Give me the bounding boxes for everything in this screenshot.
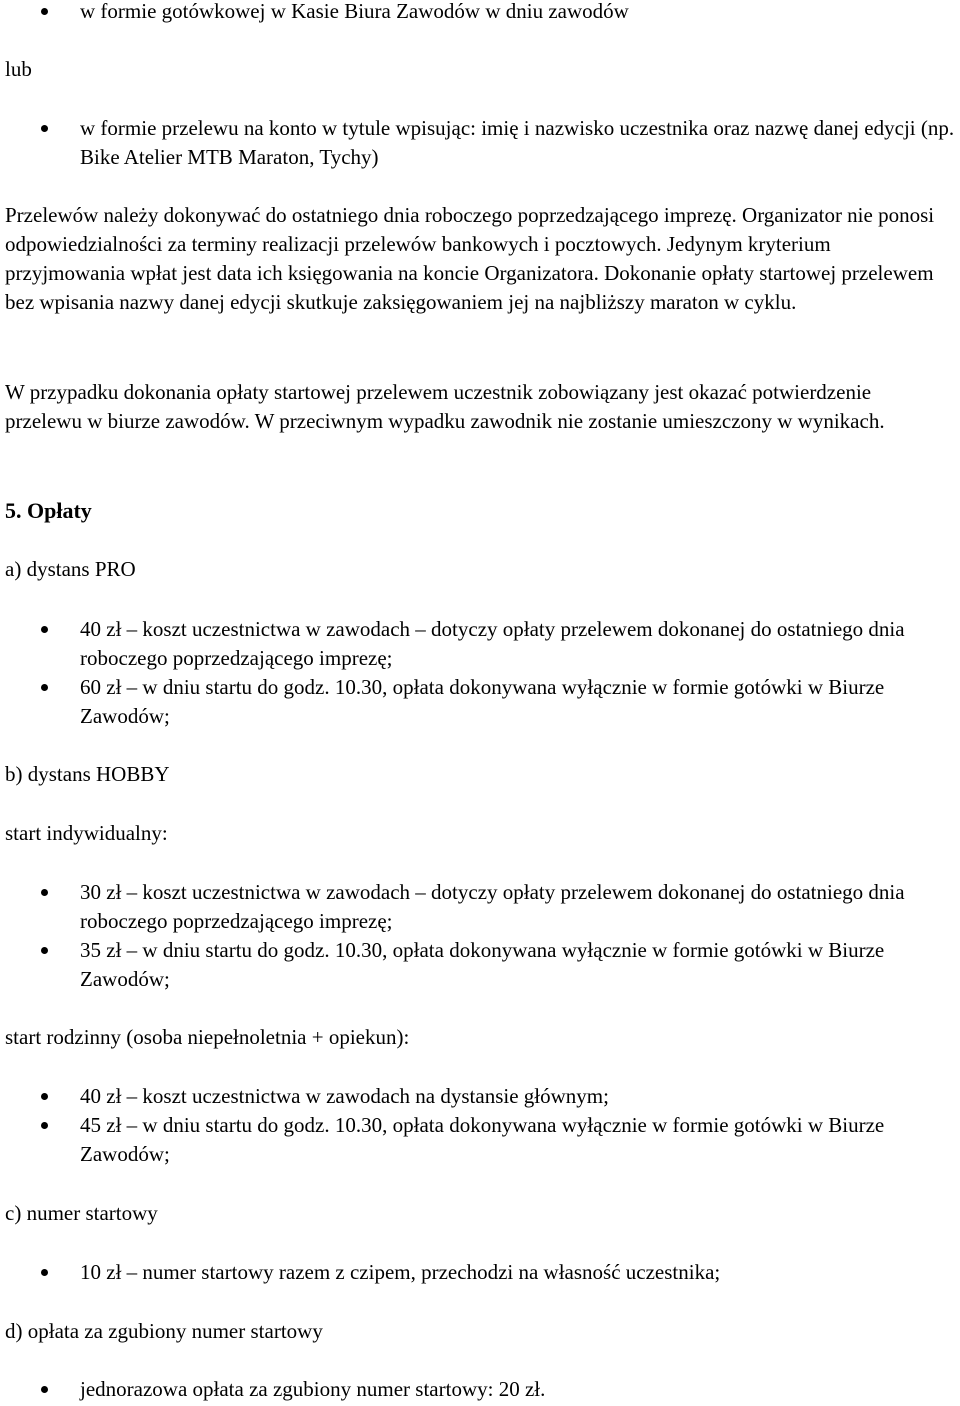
subsection-title: b) dystans HOBBY bbox=[5, 762, 170, 786]
list-item bbox=[80, 615, 955, 673]
paragraph: W przypadku dokonania opłaty startowej przelewem uczestnik zobowiązany jest okazać potwierdzenie przelewu w biurze zawodów. W przeciwnym wypadku zawodnik nie zostanie umieszczony w wynikach. bbox=[5, 380, 885, 433]
bullet-icon bbox=[41, 1093, 48, 1100]
list-item bbox=[80, 114, 955, 172]
list-item-text: w formie gotówkowej w Kasie Biura Zawodów w dniu zawodów bbox=[80, 0, 629, 23]
bullet-icon bbox=[41, 684, 48, 691]
list-item-text: w formie przelewu na konto w tytule wpisując: imię i nazwisko uczestnika oraz nazwę danej edycji (np. Bike Atelier MTB Maraton, Tychy) bbox=[80, 116, 955, 169]
list-item bbox=[80, 1111, 955, 1169]
list-item-text: 10 zł – numer startowy razem z czipem, przechodzi na własność uczestnika; bbox=[80, 1260, 721, 1284]
bullet-icon bbox=[41, 8, 48, 15]
paragraph: Przelewów należy dokonywać do ostatniego dnia roboczego poprzedzającego imprezę. Organizator nie ponosi odpowiedzialności za terminy realizacji przelewów bankowych i pocztowych. Jedynym kryterium przyjmowania wpłat jest data ich księgowania na koncie Organizatora. Dokonanie opłaty startowej przelewem bez wpisania nazwy danej edycji skutkuje zaksięgowaniem jej na najbliższy maraton w cyklu. bbox=[5, 203, 935, 314]
list-item bbox=[80, 878, 955, 936]
list-item bbox=[80, 0, 955, 26]
sub-label: start rodzinny (osoba niepełnoletnia + opiekun): bbox=[5, 1025, 410, 1049]
separator-text: lub bbox=[5, 57, 32, 81]
bullet-icon bbox=[41, 1386, 48, 1393]
bullet-icon bbox=[41, 1269, 48, 1276]
section-heading: 5. Opłaty bbox=[5, 498, 92, 523]
sub-label: start indywidualny: bbox=[5, 821, 168, 845]
list-item-text: 45 zł – w dniu startu do godz. 10.30, opłata dokonywana wyłącznie w formie gotówki w Biurze Zawodów; bbox=[80, 1113, 885, 1166]
bullet-icon bbox=[41, 947, 48, 954]
list-item-text: 40 zł – koszt uczestnictwa w zawodach na dystansie głównym; bbox=[80, 1084, 609, 1108]
subsection-title: c) numer startowy bbox=[5, 1201, 158, 1225]
bullet-icon bbox=[41, 626, 48, 633]
list-item bbox=[80, 673, 955, 731]
subsection-title: d) opłata za zgubiony numer startowy bbox=[5, 1319, 323, 1343]
list-item-text: 40 zł – koszt uczestnictwa w zawodach – dotyczy opłaty przelewem dokonanej do ostatniego dnia roboczego poprzedzającego imprezę; bbox=[80, 617, 905, 670]
list-item-text: 60 zł – w dniu startu do godz. 10.30, opłata dokonywana wyłącznie w formie gotówki w Biurze Zawodów; bbox=[80, 675, 885, 728]
list-item bbox=[80, 1082, 955, 1111]
list-item-text: 30 zł – koszt uczestnictwa w zawodach – dotyczy opłaty przelewem dokonanej do ostatniego dnia roboczego poprzedzającego imprezę; bbox=[80, 880, 905, 933]
list-item-text: 35 zł – w dniu startu do godz. 10.30, opłata dokonywana wyłącznie w formie gotówki w Biurze Zawodów; bbox=[80, 938, 885, 991]
bullet-icon bbox=[41, 125, 48, 132]
list-item bbox=[80, 936, 955, 994]
list-item bbox=[80, 1258, 955, 1287]
list-item-text: jednorazowa opłata za zgubiony numer startowy: 20 zł. bbox=[80, 1377, 546, 1401]
subsection-title: a) dystans PRO bbox=[5, 557, 136, 581]
bullet-icon bbox=[41, 889, 48, 896]
bullet-icon bbox=[41, 1122, 48, 1129]
list-item bbox=[80, 1375, 955, 1404]
